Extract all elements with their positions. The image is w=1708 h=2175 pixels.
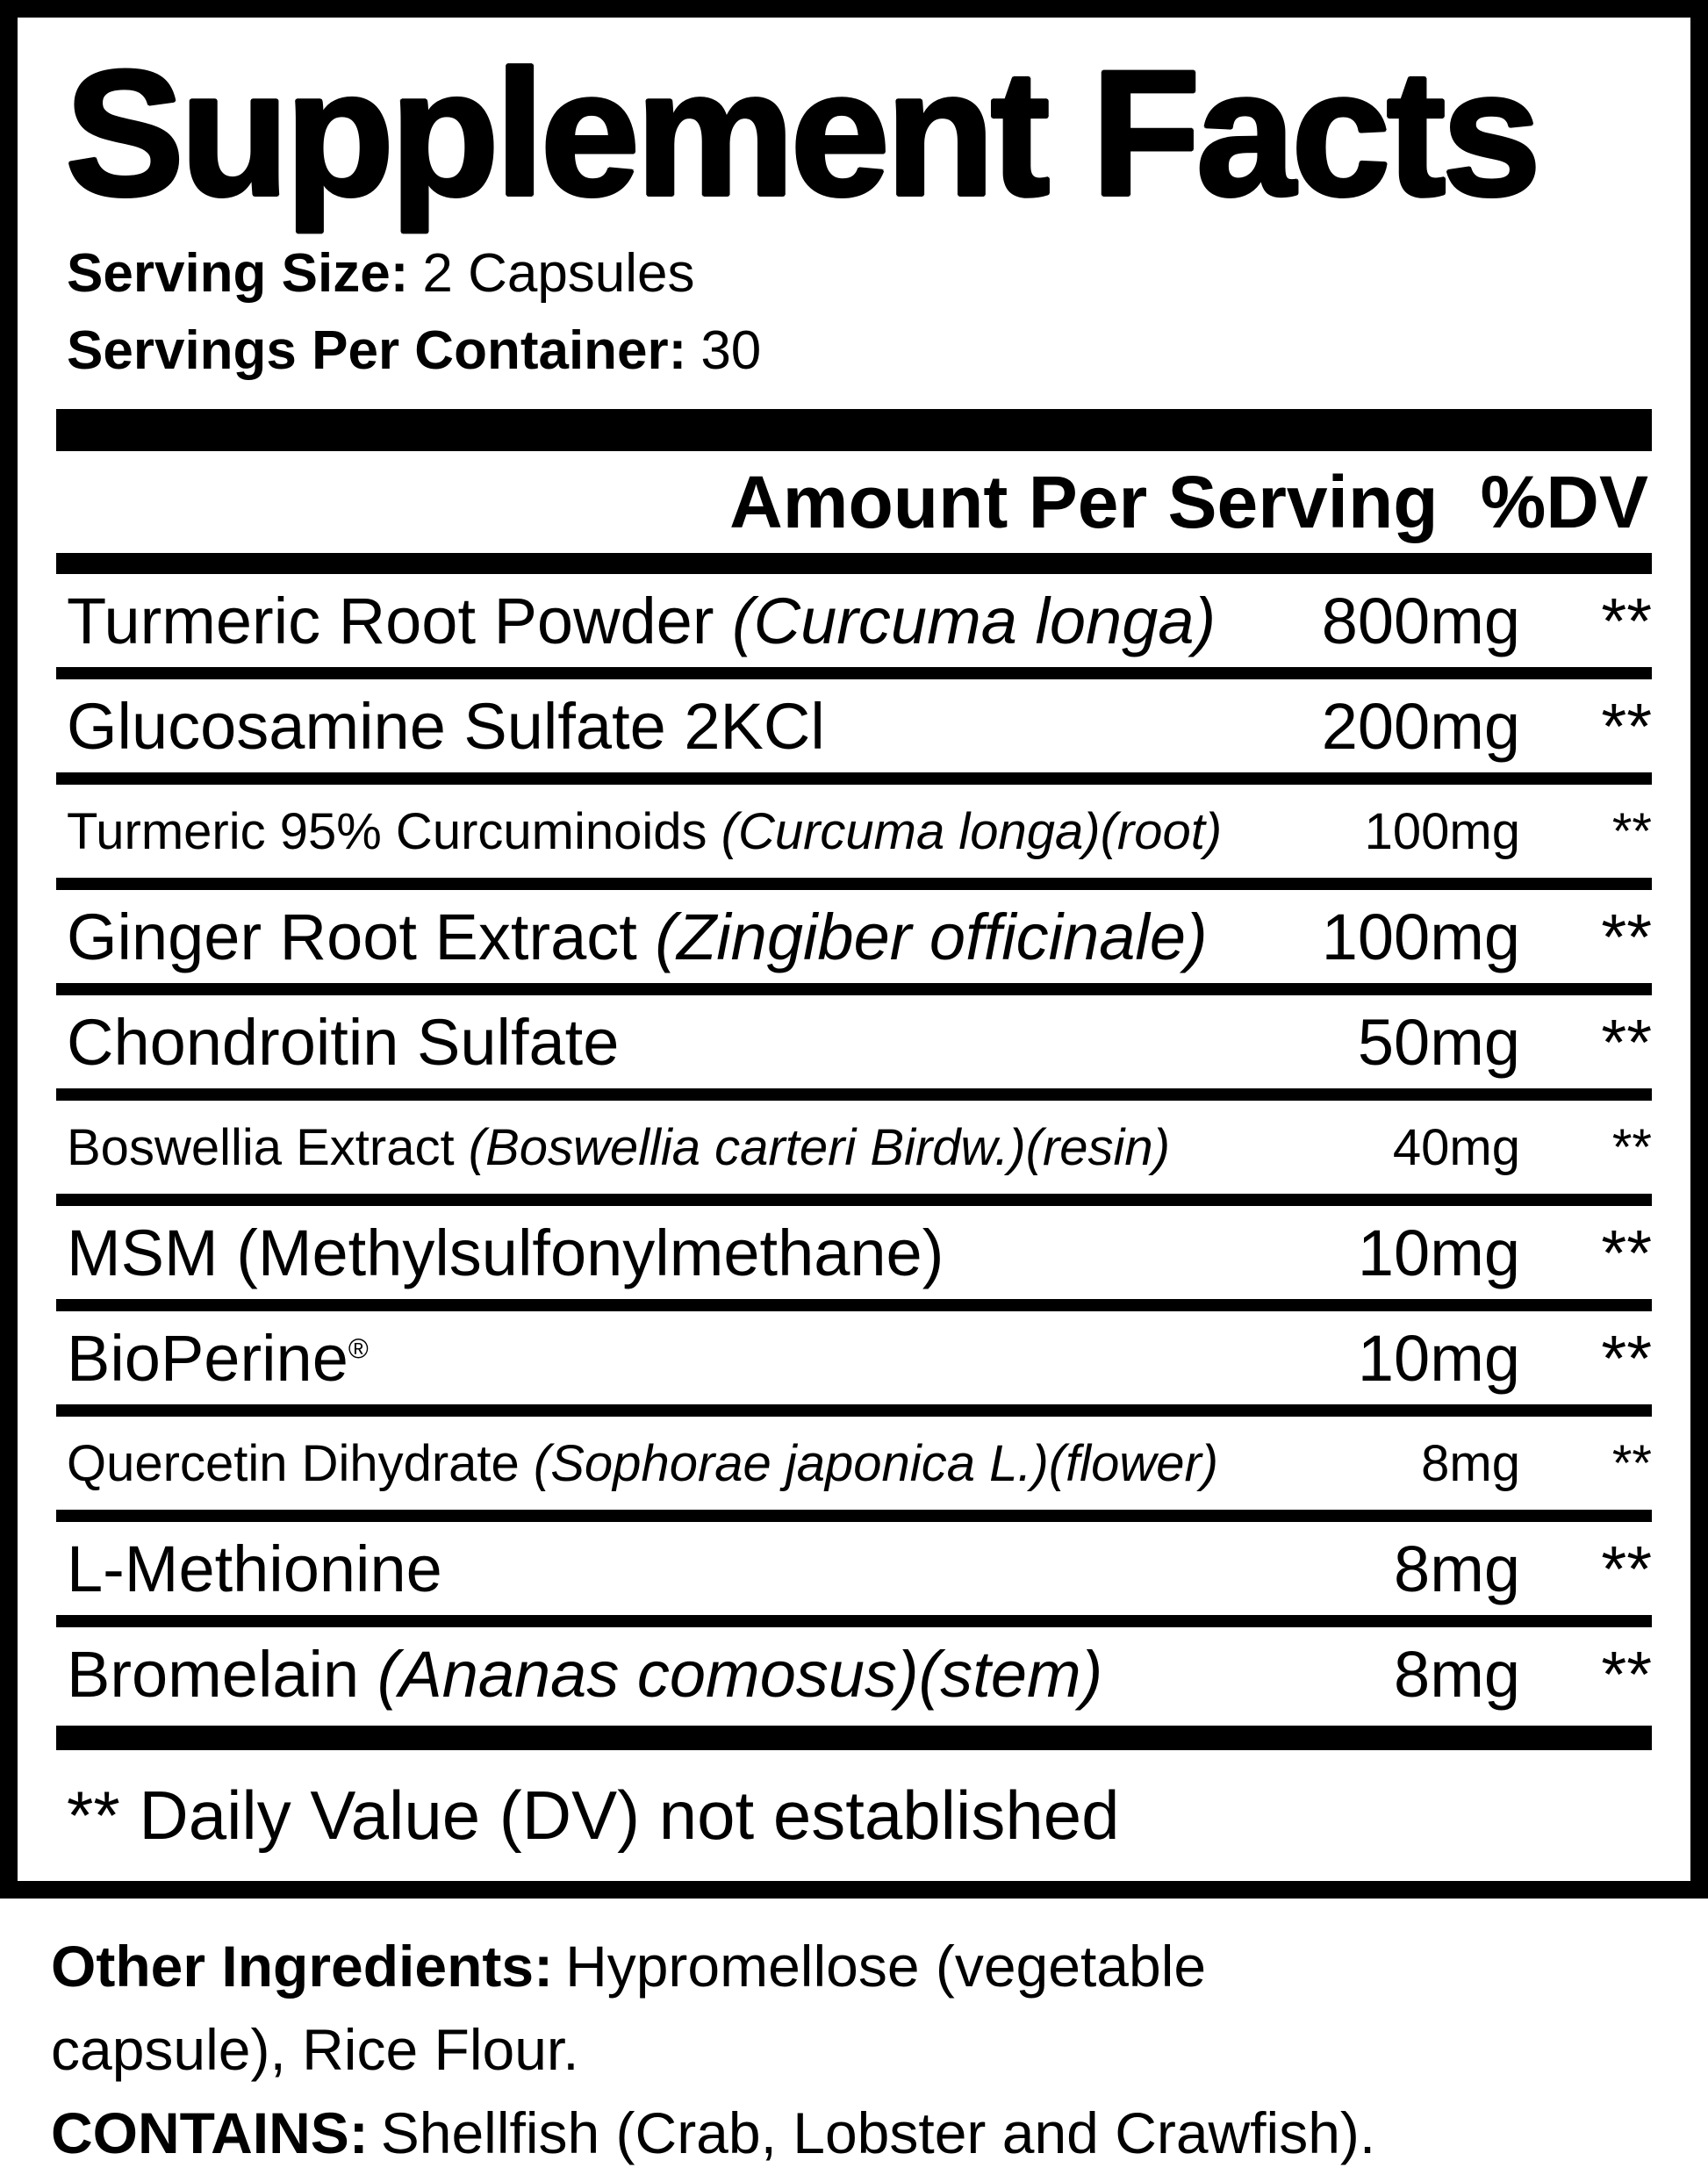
ingredient-dv: ** bbox=[1601, 1321, 1652, 1395]
ingredient-name: Ginger Root Extract (Zingiber officinale) bbox=[67, 900, 1208, 973]
contains-statement bbox=[51, 2092, 1676, 2175]
ingredient-amount: 10mg bbox=[1357, 1321, 1520, 1395]
row-separator bbox=[56, 1194, 1652, 1206]
row-separator bbox=[56, 983, 1652, 995]
row-separator bbox=[56, 1088, 1652, 1101]
medium-divider-bar bbox=[56, 553, 1652, 574]
ingredient-row bbox=[18, 995, 1690, 1088]
dv-footnote: ** Daily Value (DV) not established bbox=[67, 1777, 1120, 1855]
ingredient-row bbox=[18, 574, 1690, 667]
ingredient-dv: ** bbox=[1601, 900, 1652, 973]
ingredient-row bbox=[18, 1627, 1690, 1720]
other-ingredients-text: Hypromellose (vegetable capsule), Rice Flour. bbox=[51, 1934, 1207, 2083]
registered-trademark-symbol: ® bbox=[348, 1332, 369, 1364]
ingredient-amount: 200mg bbox=[1321, 689, 1520, 763]
ingredient-row bbox=[18, 785, 1690, 878]
row-separator bbox=[56, 1615, 1652, 1627]
ingredient-dv: ** bbox=[1601, 1216, 1652, 1289]
below-panel-text bbox=[0, 1899, 1708, 2175]
contains-label: CONTAINS: bbox=[51, 2100, 369, 2166]
ingredient-amount: 50mg bbox=[1357, 1005, 1520, 1079]
servings-per-container-label: Servings Per Container: bbox=[67, 320, 687, 382]
ingredient-amount: 8mg bbox=[1394, 1532, 1520, 1605]
ingredient-amount: 10mg bbox=[1357, 1216, 1520, 1289]
ingredient-dv: ** bbox=[1601, 584, 1652, 657]
ingredient-rows bbox=[18, 574, 1690, 1720]
ingredient-name: Boswellia Extract (Boswellia carteri Birdw.)(resin) bbox=[67, 1118, 1171, 1176]
ingredient-botanical-name: (Curcuma longa)(root) bbox=[707, 802, 1223, 860]
ingredient-row bbox=[18, 1101, 1690, 1194]
ingredient-botanical-name: (Curcuma longa) bbox=[714, 584, 1216, 657]
other-ingredients bbox=[51, 1925, 1350, 2092]
row-separator bbox=[56, 1299, 1652, 1311]
ingredient-dv: ** bbox=[1601, 689, 1652, 763]
ingredient-row bbox=[18, 679, 1690, 772]
heavy-divider-bar bbox=[56, 409, 1652, 451]
row-separator bbox=[56, 1510, 1652, 1522]
ingredient-dv: ** bbox=[1611, 1434, 1652, 1492]
ingredient-amount: 8mg bbox=[1394, 1637, 1520, 1711]
ingredient-name: MSM (Methylsulfonylmethane) bbox=[67, 1216, 944, 1289]
ingredient-dv: ** bbox=[1601, 1637, 1652, 1711]
ingredient-name: L-Methionine bbox=[67, 1532, 442, 1605]
servings-per-container-value: 30 bbox=[700, 320, 762, 382]
serving-size-line bbox=[67, 235, 1690, 312]
ingredient-name: Bromelain (Ananas comosus)(stem) bbox=[67, 1637, 1103, 1711]
ingredient-name: Turmeric 95% Curcuminoids (Curcuma longa)(root) bbox=[67, 802, 1223, 860]
ingredient-amount: 100mg bbox=[1364, 802, 1520, 860]
ingredient-name: Chondroitin Sulfate bbox=[67, 1005, 620, 1079]
label-title: Supplement Facts bbox=[65, 33, 1538, 233]
ingredient-name: BioPerine® bbox=[67, 1321, 369, 1395]
ingredient-row bbox=[18, 890, 1690, 983]
ingredient-name: Glucosamine Sulfate 2KCl bbox=[67, 689, 825, 763]
other-ingredients-label: Other Ingredients: bbox=[51, 1934, 554, 1999]
ingredient-row bbox=[18, 1522, 1690, 1615]
ingredient-amount: 100mg bbox=[1321, 900, 1520, 973]
serving-size-value: 2 Capsules bbox=[422, 243, 695, 304]
ingredient-row bbox=[18, 1206, 1690, 1299]
amount-per-serving-header: Amount Per Serving bbox=[729, 460, 1439, 543]
table-header bbox=[18, 451, 1690, 553]
ingredient-botanical-name: (Boswellia carteri Birdw.)(resin) bbox=[454, 1118, 1171, 1176]
ingredient-botanical-name: (Sophorae japonica L.)(flower) bbox=[519, 1434, 1219, 1492]
contains-text: Shellfish (Crab, Lobster and Crawfish). bbox=[380, 2100, 1376, 2166]
ingredient-amount: 40mg bbox=[1392, 1118, 1520, 1176]
ingredient-row bbox=[18, 1417, 1690, 1510]
ingredient-dv: ** bbox=[1601, 1005, 1652, 1079]
row-separator bbox=[56, 1404, 1652, 1417]
ingredient-botanical-name: (Ananas comosus)(stem) bbox=[359, 1637, 1103, 1711]
serving-info bbox=[18, 235, 1690, 390]
serving-size-label: Serving Size: bbox=[67, 243, 409, 304]
row-separator bbox=[56, 878, 1652, 890]
ingredient-dv: ** bbox=[1611, 802, 1652, 860]
row-separator bbox=[56, 772, 1652, 785]
row-separator bbox=[56, 667, 1652, 679]
percent-dv-header: %DV bbox=[1480, 460, 1648, 543]
ingredient-botanical-name: (Zingiber officinale) bbox=[636, 900, 1208, 973]
ingredient-name: Quercetin Dihydrate (Sophorae japonica L.)(flower) bbox=[67, 1434, 1219, 1492]
ingredient-name: Turmeric Root Powder (Curcuma longa) bbox=[67, 584, 1216, 657]
servings-per-container-line bbox=[67, 312, 1690, 390]
ingredient-dv: ** bbox=[1611, 1118, 1652, 1176]
ingredient-amount: 800mg bbox=[1321, 584, 1520, 657]
ingredient-dv: ** bbox=[1601, 1532, 1652, 1605]
ingredient-row bbox=[18, 1311, 1690, 1404]
ingredient-amount: 8mg bbox=[1421, 1434, 1520, 1492]
bottom-heavy-bar bbox=[56, 1726, 1652, 1750]
